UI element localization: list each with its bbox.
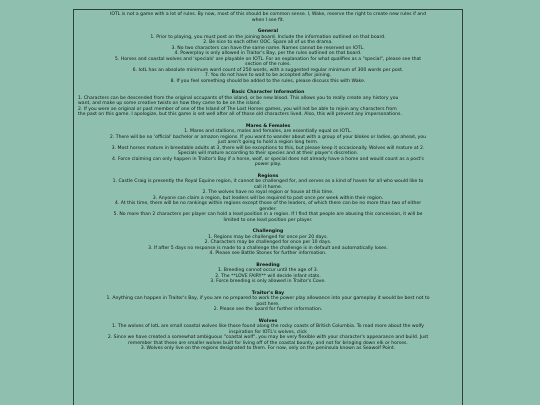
rule-line: 2. Be nice to each other OOC. Spare all of us the drama. xyxy=(203,40,333,45)
rule-line: 2. Since we have created a somewhat ambiguous "coastal wolf", you may be very flexible with your character's appearance and build. Just xyxy=(107,335,429,340)
section-heading-general: General xyxy=(257,29,279,34)
rule-line: 3. Anyone can claim a region, but leaders will be required to post once per week within their region. xyxy=(152,195,384,201)
rule-line: 2. The wolves have no royal region or house at this time. xyxy=(202,190,334,195)
rule-line: post here. xyxy=(256,301,280,307)
rule-line: 6. IotL has an absolute minimum word count of 250 words, with a suggested regular minimum of 300 words per post. xyxy=(132,67,404,73)
rule-line: 1. Breeding cannot occur until the age of 3. xyxy=(217,268,319,273)
rule-line: want, and make up some creative twists on how they came to be on the island. xyxy=(78,101,261,106)
breeding-section xyxy=(78,263,458,285)
rule-line: 1. Characters can be descended from the original occupants of the island, or be new blood. This allows you to really create any history you xyxy=(78,95,399,101)
rule-line: 3. Most horses mature in breedable adults at 3, there will be exceptions to this, but please keep it occasionally. Wolves will mature at 2. xyxy=(111,145,425,151)
rule-line: 4. Please see Battle Stones for further information. xyxy=(209,251,327,256)
basic-character-section xyxy=(78,90,458,118)
rule-line: 1. Castle Craig is presently the Royal Equine region, it cannot be challenged for, and serves as a kind of haven for all who would like to xyxy=(112,179,424,184)
section-heading-challenging: Challenging xyxy=(252,229,284,234)
rule-line: 1. Prior to playing, you must post on the joining board. Include the information outlined on that board. xyxy=(150,34,386,40)
rules-board xyxy=(73,9,463,405)
rule-line: 2. Characters may be challenged for once per 10 days. xyxy=(204,240,332,245)
rule-line: 2. Please see the board for further information. xyxy=(213,307,323,312)
section-heading-mares-females: Mares & Females xyxy=(245,123,291,129)
rule-line: gender. xyxy=(259,206,277,212)
challenging-section xyxy=(78,229,458,257)
rule-line: remember that these are smaller wolves built for living off of the coastal bounty, and not for bringing down elk or horses. xyxy=(128,340,408,346)
rule-line: 3. No two characters can have the same name. Names cannot be reserved on IOTL. xyxy=(171,45,365,51)
rule-line: 5. Horses and coastal wolves and 'specials' are playable on IOTL. For an explanation for what qualifies as a "special", please see that xyxy=(114,56,422,62)
rule-line: 8. If you feel something should be added to the rules, please discuss this with Wake. xyxy=(170,78,366,84)
rule-line: 2. There will be no 'official' bachelor or amazon regions. If you want to wander about with a group of your blokes or ladies, go ahead, you xyxy=(109,134,427,140)
rule-line: 3. If after 5 days no response is made to a challenge the challenge is in default and automatically loses. xyxy=(148,245,388,251)
rule-line: limited to one lead position per player. xyxy=(223,217,313,223)
rule-line: 3. Force breeding is only allowed in Traitor's Cove. xyxy=(210,279,326,284)
rule-line: just aren't going to hold a region long term. xyxy=(217,140,319,145)
rule-line: 3. Wolves only live on the regions designated to them. For now, only on the peninsula known as Seawolf Point. xyxy=(140,346,396,351)
rule-line: call it home. xyxy=(253,184,283,190)
traitors-bay-section xyxy=(78,291,458,313)
intro-section xyxy=(78,12,458,23)
rule-line: 4. Powerplay is only allowed in Traitor's Bay, per the rules outlined on that board. xyxy=(174,51,362,56)
section-heading-basic-character: Basic Character Information xyxy=(231,90,305,95)
section-heading-traitors-bay: Traitor's Bay xyxy=(251,290,285,296)
wolves-section xyxy=(78,319,458,352)
rule-line: 1. Regions may be challenged for once per 20 days. xyxy=(208,234,328,240)
intro-line: when I see fit. xyxy=(251,17,285,23)
section-heading-wolves: Wolves xyxy=(258,318,278,324)
rule-line: 2. If you were an original or past member of one of the Island of The Lost Horses games, you will not be able to rejoin any characters from xyxy=(78,106,397,112)
mares-females-section xyxy=(78,124,458,168)
rule-line: the past on this game. I apologize, but this game is set well after all of those old characters lived. Also, this will prevent any impersonations. xyxy=(78,112,402,117)
intro-line: IOTL is not a game with a lot of rules. By now, most of this should be common sense. I, Wake, reserve the right to create new rules if and xyxy=(109,12,426,17)
rule-line: 2. The **LOVE FAIRY** will decide infant stats. xyxy=(215,273,321,279)
rule-line: power play. xyxy=(254,162,282,167)
rule-line: section of the rules. xyxy=(245,62,291,67)
rule-line: 1. Mares and stallions, males and females, are essentially equal on IOTL. xyxy=(184,129,352,134)
section-heading-regions: Regions xyxy=(257,173,279,179)
rule-line: 1. Anything can happen in Traitor's Bay, if you are no prepared to work the power play allowance into your gameplay it would be best not to xyxy=(106,296,430,301)
rule-line: 5. No more than 2 characters per player can hold a lead position in a region. If I find that people are abusing this concession, it will be xyxy=(113,212,423,217)
regions-section xyxy=(78,174,458,224)
rule-line: 7. You do not have to wait to be accepted after joining. xyxy=(204,73,332,78)
rule-line: 4. At this time, there will be no rankings within regions except those of the leaders, of which there can be no more than two of either xyxy=(114,201,422,206)
general-section xyxy=(78,29,458,84)
rule-line: inspiration for IOTL's wolves, click xyxy=(229,329,307,335)
rule-line: 4. Force claiming can only happen in Traitor's Bay if a horse, wolf, or special does not already have a home and would count as a post's xyxy=(112,156,424,162)
rule-line: Specials will mature according to their species and at their player's discretion. xyxy=(177,151,359,156)
section-heading-breeding: Breeding xyxy=(256,262,280,268)
rule-line: 1. The wolves of IotL are small coastal wolves like those found along the rocky coasts of British Columbia. To read more about the wolfy xyxy=(112,324,424,329)
